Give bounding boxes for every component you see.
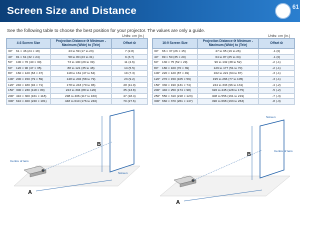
dimension-a-label: A (176, 200, 180, 206)
cell-projection-distance: 195 to 266 (77 to 105) (198, 76, 259, 82)
centre-of-lens-label: Centre of lens (10, 159, 29, 163)
cell-projection-distance: 129 to 177 (51 to 70) (198, 65, 259, 71)
table-row (7, 82, 148, 88)
cell-offset: 23 (9.2) (112, 76, 148, 82)
cell-offset: 19 (7.3) (112, 71, 148, 77)
size-inches: 200" (8, 93, 15, 98)
size-dimensions: 66 × 37 (26 × 15) (162, 49, 186, 53)
size-inches: 250" (154, 93, 161, 98)
size-inches: 100" (8, 76, 15, 81)
cell-size (153, 93, 198, 99)
cell-offset: 7 (2.8) (112, 49, 148, 55)
size-dimensions: 240 × 180 (94 × 71) (16, 82, 44, 87)
table-row (7, 65, 148, 71)
cell-projection-distance: 223 to 304 (88 to 120) (51, 88, 112, 94)
cell-offset: -8 (-3) (259, 99, 295, 105)
table-row (153, 99, 295, 105)
size-dimensions: 410 × 300 (161 × 118) (16, 93, 47, 98)
table-row (7, 71, 148, 77)
size-dimensions: 81 × 61 (32 × 24) (16, 54, 40, 59)
screen-icon (110, 110, 134, 172)
table-row (153, 88, 295, 94)
size-dimensions: 300 × 230 (118 × 89) (16, 88, 45, 93)
size-dimensions: 270 × 150 (105 × 59) (162, 76, 191, 81)
size-dimensions: 120 × 90 (47 × 35) (16, 65, 42, 70)
cell-projection-distance: 162 to 221 (64 to 87) (198, 71, 259, 77)
size-dimensions: 220 × 120 (87 × 49) (162, 71, 190, 76)
size-inches: 150" (154, 82, 161, 87)
screen-label: Screen (118, 171, 128, 175)
diagram-4-3 (6, 108, 146, 206)
size-inches: 30" (8, 49, 13, 53)
table-row (7, 76, 148, 82)
table-16-9 (152, 38, 295, 105)
cell-projection-distance: 58 to 80 (23 to 31) (51, 54, 112, 60)
screen-label: Screen (266, 115, 276, 119)
cell-projection-distance: 326 to 445 (128 to 175) (198, 88, 259, 94)
page-badge-icon (276, 4, 290, 18)
dimension-b-label: B (247, 152, 251, 158)
cell-projection-distance: 148 to 202 (58 to 79) (51, 76, 112, 82)
size-inches: 200" (154, 88, 161, 93)
size-inches: 300" (8, 99, 15, 104)
cell-projection-distance: 43 to 59 (17 to 23) (51, 49, 112, 55)
cell-offset: 11 (4.6) (112, 60, 148, 66)
cell-offset: -7 (-3) (259, 93, 295, 99)
cell-offset: -3 (-1) (259, 71, 295, 77)
table-row (153, 93, 295, 99)
size-dimensions: 160 × 120 (63 × 47) (16, 71, 44, 76)
size-dimensions: 550 × 310 (218 × 123) (162, 93, 193, 98)
table-row (7, 88, 148, 94)
cell-offset: 9 (3.7) (112, 54, 148, 60)
size-dimensions: 440 × 250 (174 × 98) (162, 88, 191, 93)
table-row (153, 82, 295, 88)
col-header-size: 4:3 Screen Size (7, 39, 51, 49)
size-inches: 50" (8, 60, 13, 65)
centre-of-lens-label: Centre of lens (274, 149, 293, 153)
cell-projection-distance: 244 to 333 (96 to 131) (198, 82, 259, 88)
cell-size (153, 99, 198, 105)
col-header-offset: Offset ❷ (112, 39, 148, 49)
cell-offset: -3 (-1) (259, 76, 295, 82)
cell-offset: 14 (5.5) (112, 65, 148, 71)
size-inches: 80" (8, 71, 13, 76)
size-inches: 120" (8, 82, 15, 87)
diagram-16-9 (152, 108, 294, 206)
cell-offset: -1 (0) (259, 54, 295, 60)
table-row (153, 49, 295, 55)
size-dimensions: 660 × 370 (261 × 147) (162, 99, 193, 104)
size-dimensions: 180 × 100 (70 × 39) (162, 65, 190, 70)
cell-offset: -4 (-2) (259, 82, 295, 88)
cell-projection-distance: 88 to 121 (35 to 48) (51, 65, 112, 71)
table-4-3 (6, 38, 148, 105)
col-header-offset: Offset ❷ (259, 39, 295, 49)
dimension-b-label: B (97, 142, 101, 148)
units-label-left: Units: cm (in.) (122, 33, 145, 38)
size-inches: 60" (8, 65, 13, 70)
cell-projection-distance: 118 to 161 (47 to 64) (51, 71, 112, 77)
cell-offset: -5 (-2) (259, 88, 295, 94)
cell-size (7, 99, 51, 105)
table-row (153, 54, 295, 60)
table-row (153, 71, 295, 77)
cell-offset: -1 (0) (259, 49, 295, 55)
size-dimensions: 89 × 50 (35 × 20) (162, 54, 186, 59)
col-header-range: Projection Distance ❶ Minimum - Maximum (Wide) to (Tele) (51, 39, 112, 49)
size-dimensions: 610 × 460 (240 × 181) (16, 99, 47, 104)
size-inches: 80" (154, 65, 159, 70)
cell-projection-distance: 298 to 406 (117 to 160) (51, 93, 112, 99)
table-4-3-body (7, 49, 148, 105)
col-header-range: Projection Distance ❶ Minimum - Maximum (Wide) to (Tele) (198, 39, 259, 49)
col-header-size: 16:9 Screen Size (153, 39, 198, 49)
table-16-9-body (153, 49, 295, 105)
table-row (7, 54, 148, 60)
table-row (7, 60, 148, 66)
cell-size (153, 82, 198, 88)
page-header (0, 0, 300, 22)
table-row (153, 65, 295, 71)
size-inches: 30" (154, 49, 159, 53)
size-dimensions: 130 × 75 (52 × 29) (162, 60, 188, 65)
cell-projection-distance: 408 to 556 (161 to 219) (198, 93, 259, 99)
cell-projection-distance: 73 to 100 (29 to 39) (51, 60, 112, 66)
units-label-right: Units: cm (in.) (268, 33, 291, 38)
table-row (153, 76, 295, 82)
cell-offset: 28 (11.0) (112, 82, 148, 88)
table-row (7, 99, 148, 105)
cell-offset: 47 (18.4) (112, 93, 148, 99)
cell-projection-distance: 96 to 132 (38 to 52) (198, 60, 259, 66)
size-inches: 40" (8, 54, 13, 59)
cell-offset: 70 (27.6) (112, 99, 148, 105)
cell-size (153, 76, 198, 82)
size-dimensions: 330 × 190 (131 × 74) (162, 82, 191, 87)
size-inches: 40" (154, 54, 159, 59)
cell-offset: -2 (-1) (259, 60, 295, 66)
size-inches: 120" (154, 76, 161, 81)
cell-size (7, 93, 51, 99)
table-row (153, 60, 295, 66)
page-title: Screen Size and Distance (7, 5, 137, 17)
cell-projection-distance: 178 to 243 (70 to 96) (51, 82, 112, 88)
size-dimensions: 200 × 150 (79 × 59) (16, 76, 44, 81)
cell-projection-distance: 64 to 87 (25 to 34) (198, 54, 259, 60)
cell-offset: 35 (13.8) (112, 88, 148, 94)
size-inches: 60" (154, 60, 159, 65)
dimension-a-label: A (28, 190, 32, 196)
cell-projection-distance: 448 to 610 (176 to 240) (51, 99, 112, 105)
cell-size (7, 88, 51, 94)
cell-projection-distance: 490 to 668 (193 to 263) (198, 99, 259, 105)
table-row (7, 93, 148, 99)
page-number: 61 (292, 5, 299, 11)
size-dimensions: 100 × 76 (40 × 30) (16, 60, 42, 65)
table-row (7, 49, 148, 55)
size-dimensions: 61 × 46 (24 × 18) (16, 49, 40, 53)
intro-text: See the following table to choose the best position for your projector. The values are only a guide. (7, 28, 206, 33)
cell-offset: -2 (-1) (259, 65, 295, 71)
size-inches: 100" (154, 71, 161, 76)
size-inches: 150" (8, 88, 15, 93)
size-inches: 300" (154, 99, 161, 104)
cell-projection-distance: 47 to 65 (19 to 26) (198, 49, 259, 55)
cell-size (153, 88, 198, 94)
